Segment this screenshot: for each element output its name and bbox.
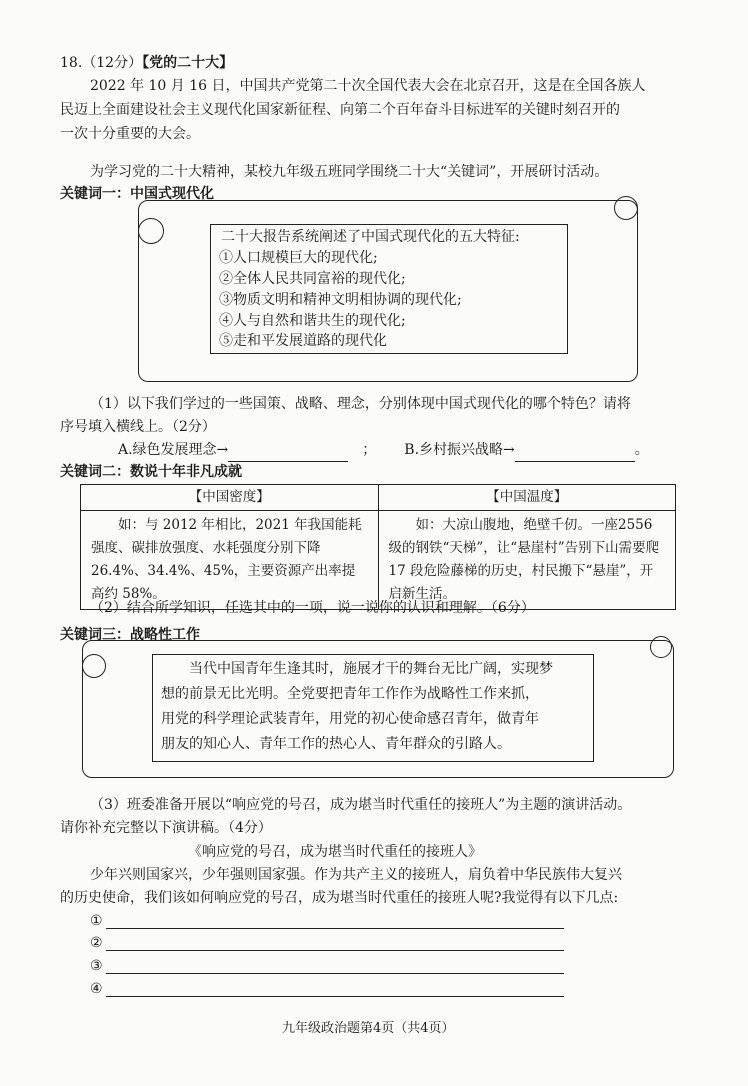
keyword1-box-line-2: ①人口规模巨大的现代化; bbox=[219, 250, 378, 266]
q1-b-blank[interactable] bbox=[515, 447, 635, 462]
answer-marker-4: ④ bbox=[90, 981, 103, 997]
q2-text: （2）结合所学知识，任选其中的一项，说一说你的认识和理解。（6分） bbox=[90, 600, 535, 616]
keyword1-box-line-3: ②全体人民共同富裕的现代化; bbox=[219, 271, 406, 287]
scroll-curl-right bbox=[614, 196, 638, 220]
col2-header: 【中国温度】 bbox=[378, 485, 676, 511]
q1-b-label: B.乡村振兴战略→ bbox=[404, 442, 515, 458]
keyword1-box-line-6: ⑤走和平发展道路的现代化 bbox=[219, 333, 387, 349]
keyword1-box bbox=[210, 224, 568, 354]
intro-line-2: 民迈上全面建设社会主义现代化国家新征程、向第二个百年奋斗目标进军的关键时刻召开的 bbox=[60, 102, 620, 118]
keyword3-box-line-2: 想的前景无比光明。全党要把青年工作作为战略性工作来抓， bbox=[161, 686, 539, 702]
keyword1-box-line-1: 二十大报告系统阐述了中国式现代化的五大特征: bbox=[221, 229, 520, 245]
q1-line-1: （1）以下我们学过的一些国策、战略、理念，分别体现中国式现代化的哪个特色？请将 bbox=[90, 396, 631, 412]
answer-marker-3: ③ bbox=[90, 958, 103, 974]
question-tag: 【党的二十大】 bbox=[142, 55, 234, 71]
answer-line-2[interactable] bbox=[106, 950, 564, 951]
q1-separator: ； bbox=[362, 442, 377, 458]
q3-line-2: 请你补充完整以下演讲稿。（4分） bbox=[60, 820, 272, 836]
scroll-curl-left-2 bbox=[82, 654, 106, 678]
q3-line-1: （3）班委准备开展以“响应党的号召，成为堪当时代重任的接班人”为主题的演讲活动。 bbox=[90, 797, 632, 813]
scroll-curl-right-2 bbox=[650, 636, 672, 658]
scroll-curl-left bbox=[138, 218, 164, 244]
keyword1-title: 关键词一：中国式现代化 bbox=[60, 186, 214, 202]
keyword3-box bbox=[152, 654, 594, 762]
speech-title: 《响应党的号召，成为堪当时代重任的接班人》 bbox=[188, 844, 482, 860]
page-footer: 九年级政治题第4页（共4页） bbox=[282, 1021, 455, 1036]
question-number: 18.（12分） bbox=[60, 55, 143, 71]
q1-answer-row bbox=[118, 440, 649, 462]
col2-text: 如：大凉山腹地，绝壁千仞。一座2556级的钢铁“天梯”，让“悬崖村”告别下山需要爬 17 段危险藤梯的历史，村民搬下“悬崖”，开启新生活。 bbox=[378, 510, 676, 609]
intro-line-1: 2022 年 10 月 16 日，中国共产党第二十次全国代表大会在北京召开，这是在全国各族人 bbox=[90, 78, 646, 94]
q1-a-blank[interactable] bbox=[228, 447, 348, 462]
intro-line-3: 一次十分重要的大会。 bbox=[60, 126, 200, 142]
keyword3-box-line-3: 用党的科学理论武装青年，用党的初心使命感召青年，做青年 bbox=[161, 711, 539, 727]
keyword2-title: 关键词二：数说十年非凡成就 bbox=[60, 464, 242, 480]
keyword2-table bbox=[80, 484, 676, 610]
speech-line-2: 的历史使命，我们该如何响应党的号召，成为堪当时代重任的接班人呢?我觉得有以下几点: bbox=[60, 890, 619, 906]
col1-text: 如：与 2012 年相比，2021 年我国能耗强度、碳排放强度、水耗强度分别下降 26.4%、34.4%、45%，主要资源产出率提高约 58%。 bbox=[81, 510, 379, 609]
answer-marker-2: ② bbox=[90, 935, 103, 951]
answer-line-1[interactable] bbox=[106, 928, 564, 929]
keyword1-box-line-4: ③物质文明和精神文明相协调的现代化; bbox=[219, 292, 462, 308]
question-header bbox=[60, 53, 233, 75]
keyword3-title: 关键词三：战略性工作 bbox=[60, 627, 200, 643]
answer-marker-1: ① bbox=[90, 913, 103, 929]
q1-line-2: 序号填入横线上。（2分） bbox=[60, 419, 216, 435]
keyword3-box-line-4: 朋友的知心人、青年工作的热心人、青年群众的引路人。 bbox=[161, 736, 511, 752]
answer-line-3[interactable] bbox=[106, 973, 564, 974]
q1-end: 。 bbox=[634, 442, 649, 458]
q1-a-label: A.绿色发展理念→ bbox=[118, 442, 229, 458]
activity-line: 为学习党的二十大精神，某校九年级五班同学围绕二十大“关键词”，开展研讨活动。 bbox=[90, 164, 609, 180]
col1-header: 【中国密度】 bbox=[81, 485, 379, 511]
keyword1-box-line-5: ④人与自然和谐共生的现代化; bbox=[219, 313, 406, 329]
keyword3-box-line-1: 当代中国青年生逢其时，施展才干的舞台无比广阔，实现梦 bbox=[189, 661, 553, 677]
speech-line-1: 少年兴则国家兴，少年强则国家强。作为共产主义的接班人，肩负着中华民族伟大复兴 bbox=[90, 867, 622, 883]
answer-line-4[interactable] bbox=[106, 996, 564, 997]
